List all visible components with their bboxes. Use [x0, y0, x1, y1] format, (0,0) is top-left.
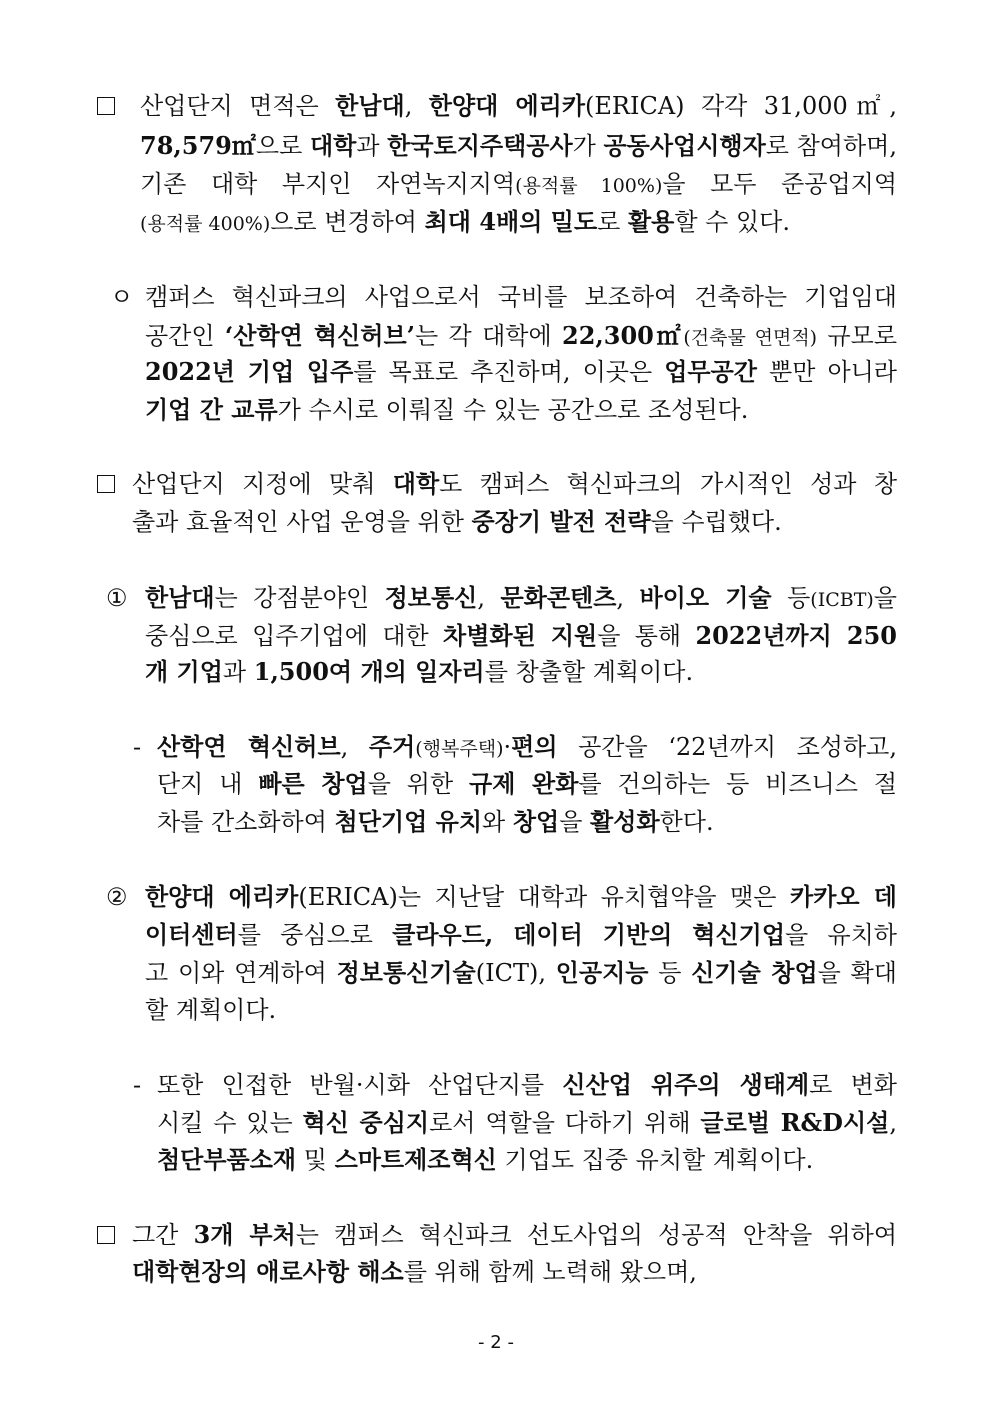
body-text: 시킬 수 있는 [157, 1109, 303, 1137]
emphasis-text: 중장기 발전 전략 [471, 507, 651, 536]
paragraph-line [132, 466, 897, 502]
paragraph-line [157, 766, 897, 802]
small-note-text: (건축물 연면적) [683, 327, 818, 349]
body-text: 로서 역할을 다하기 위해 [429, 1109, 701, 1137]
emphasis-text: ‘산학연 혁신허브’ [224, 321, 416, 350]
body-text: 단지 내 [157, 770, 259, 798]
body-text: 을 모두 준공업지역 [662, 170, 898, 198]
body-text: 을 유치하 [785, 921, 897, 949]
paragraph-line [145, 955, 897, 991]
paragraph-line [145, 879, 897, 915]
small-note-text: (행복주택) [415, 738, 504, 760]
body-text: 를 건의하는 등 비즈니스 절 [578, 770, 898, 798]
paragraph-line [132, 1217, 897, 1253]
body-text: 고 이와 연계하여 [145, 959, 337, 987]
body-text: 으로 변경하여 [270, 208, 425, 236]
body-text: 을 확대 [817, 959, 897, 987]
body-text: 기존 대학 부지인 자연녹지지역 [140, 170, 516, 198]
body-text: , [340, 733, 369, 761]
body-text: , [477, 584, 501, 612]
paragraph-line [140, 204, 790, 242]
checkbox-bullet-icon [97, 1226, 115, 1244]
emphasis-text: 스마트제조혁신 [334, 1145, 497, 1174]
body-text: 을 위한 [367, 770, 470, 798]
body-text: 과 [222, 658, 254, 686]
emphasis-text: 78,579㎡ [140, 131, 256, 160]
section-marker: ① [106, 584, 128, 612]
section-marker: ㅇ [110, 283, 134, 311]
body-text: , [616, 584, 640, 612]
body-text: 산업단지 면적은 [140, 92, 336, 120]
emphasis-text: 이터센터 [145, 920, 238, 949]
emphasis-text: 기업 간 교류 [145, 395, 278, 424]
section-marker: - [133, 1071, 142, 1099]
emphasis-text: 대학 [392, 469, 440, 498]
body-text: 할 수 있다. [674, 208, 790, 236]
page-number: - 2 - [478, 1332, 514, 1353]
emphasis-text: 글로벌 R&D시설 [700, 1108, 890, 1137]
emphasis-text: 빠른 창업 [258, 769, 368, 798]
section-marker: - [133, 733, 142, 761]
emphasis-text: 2022년 기업 입주 [145, 357, 354, 386]
emphasis-text: 창업 [512, 807, 560, 836]
emphasis-text: 최대 4배의 밀도 [424, 207, 598, 236]
paragraph-line [140, 88, 897, 124]
emphasis-text: 22,300㎡ [562, 321, 684, 350]
body-text: , [404, 92, 429, 120]
paragraph-line [145, 618, 897, 654]
body-text: (ERICA)는 지난달 대학과 유치협약을 맺은 [298, 883, 791, 911]
small-note-text: (용적률 400%) [140, 213, 271, 235]
emphasis-text: 한양대 에리카 [428, 91, 586, 120]
body-text: 뿐만 아니라 [756, 358, 897, 386]
emphasis-text: 한국토지주택공사 [387, 131, 573, 160]
emphasis-text: 문화콘텐츠 [500, 583, 617, 612]
emphasis-text: 클라우드, 데이터 기반의 혁신기업 [392, 920, 786, 949]
body-text: 공간인 [145, 322, 225, 350]
emphasis-text: 1,500여 개의 일자리 [253, 657, 485, 686]
body-text: 차를 간소화하여 [157, 808, 335, 836]
body-text: 는 캠퍼스 혁신파크 선도사업의 성공적 안착을 위하여 [295, 1221, 898, 1249]
paragraph-line [145, 992, 276, 1028]
paragraph-line [145, 279, 897, 315]
body-text: 로 참여하며, [765, 132, 897, 160]
small-note-text: (ICBT) [810, 589, 874, 611]
body-text: 와 [482, 808, 513, 836]
emphasis-text: 한양대 에리카 [145, 882, 299, 911]
body-text: 는 강점분야인 [214, 584, 385, 612]
paragraph-line [157, 1067, 897, 1103]
emphasis-text: 주거 [368, 732, 416, 761]
emphasis-text: 한남대 [335, 91, 405, 120]
emphasis-text: 첨단기업 유치 [334, 807, 483, 836]
emphasis-text: 카카오 데 [790, 882, 897, 911]
body-text: 캠퍼스 혁신파크의 사업으로서 국비를 보조하여 건축하는 기업임대 [145, 283, 897, 311]
emphasis-text: 공동사업시행자 [603, 131, 766, 160]
body-text: 한다. [659, 808, 714, 836]
body-text: 를 창출할 계획이다. [484, 658, 694, 686]
body-text: 등 [771, 584, 811, 612]
paragraph-line [145, 354, 897, 390]
checkbox-bullet-icon [97, 97, 115, 115]
body-text: 및 [296, 1146, 335, 1174]
emphasis-text: 산학연 혁신허브 [157, 732, 341, 761]
emphasis-text: 규제 완화 [469, 769, 579, 798]
emphasis-text: 차별화된 지원 [443, 621, 598, 650]
body-text: 를 목표로 추진하며, 이곳은 [353, 358, 665, 386]
body-text: 할 계획이다. [145, 996, 277, 1024]
paragraph-line [140, 128, 897, 164]
body-text: 으로 [255, 132, 310, 160]
paragraph-line [157, 1142, 813, 1178]
body-text: 을 통해 [597, 622, 696, 650]
paragraph-line [140, 166, 897, 202]
emphasis-text: 인공지능 [555, 958, 649, 987]
body-text: 는 각 대학에 [415, 322, 563, 350]
emphasis-text: 대학 [309, 131, 357, 160]
body-text: 과 [356, 132, 388, 160]
emphasis-text: 활용 [627, 207, 675, 236]
emphasis-text: 업무공간 [664, 357, 757, 386]
paragraph-line [145, 580, 897, 616]
emphasis-text: 신산업 위주의 생태계 [562, 1070, 810, 1099]
paragraph-line [157, 729, 897, 765]
paragraph-line [157, 1105, 897, 1141]
checkbox-bullet-icon [97, 475, 115, 493]
body-text: 규모로 [817, 322, 898, 350]
body-text: 공간을 ‘22년까지 조성하고, [557, 733, 897, 761]
body-text: 가 수시로 이뤄질 수 있는 공간으로 조성된다. [277, 396, 749, 424]
body-text: 를 위해 함께 노력해 왔으며, [403, 1258, 697, 1286]
paragraph-line [145, 917, 897, 953]
body-text: 산업단지 지정에 맞춰 [132, 470, 393, 498]
body-text: 또한 인접한 반월·시화 산업단지를 [157, 1071, 563, 1099]
body-text: 중심으로 입주기업에 대한 [145, 622, 444, 650]
body-text: 을 [559, 808, 591, 836]
body-text: 를 중심으로 [237, 921, 393, 949]
paragraph-line [132, 1254, 697, 1290]
emphasis-text: 첨단부품소재 [157, 1145, 297, 1174]
emphasis-text: 혁신 중심지 [302, 1108, 430, 1137]
emphasis-text: 정보통신기술 [336, 958, 476, 987]
emphasis-text: 활성화 [590, 807, 660, 836]
body-text: (ICT), [475, 959, 556, 987]
emphasis-text: 신기술 창업 [691, 958, 818, 987]
body-text: 로 [597, 208, 628, 236]
emphasis-text: 대학현장의 애로사항 해소 [132, 1257, 404, 1286]
body-text: 그간 [132, 1221, 194, 1249]
section-marker: ② [106, 883, 128, 911]
emphasis-text: 바이오 기술 [639, 583, 772, 612]
body-text: 을 수립했다. [650, 508, 782, 536]
body-text: 가 [572, 132, 604, 160]
emphasis-text: 개 기업 [145, 657, 223, 686]
emphasis-text: 한남대 [145, 583, 215, 612]
emphasis-text: 편의 [511, 732, 558, 761]
paragraph-line [157, 804, 714, 840]
body-text: 로 변화 [809, 1071, 897, 1099]
small-note-text: (용적률 100%) [515, 175, 663, 197]
paragraph-line [145, 392, 748, 428]
body-text: 도 캠퍼스 혁신파크의 가시적인 성과 창 [439, 470, 897, 498]
body-text: (ERICA) 각각 31,000㎡, [585, 92, 897, 120]
paragraph-line [145, 318, 897, 354]
emphasis-text: 2022년까지 250 [695, 621, 897, 650]
emphasis-text: 정보통신 [384, 583, 478, 612]
body-text: · [503, 733, 512, 761]
paragraph-line [145, 654, 693, 690]
body-text: 기업도 집중 유치할 계획이다. [496, 1146, 814, 1174]
body-text: , [889, 1109, 898, 1137]
emphasis-text: 3개 부처 [193, 1220, 296, 1249]
paragraph-line [132, 504, 782, 540]
body-text: 을 [873, 584, 897, 612]
body-text: 출과 효율적인 사업 운영을 위한 [132, 508, 472, 536]
body-text: 등 [648, 959, 692, 987]
